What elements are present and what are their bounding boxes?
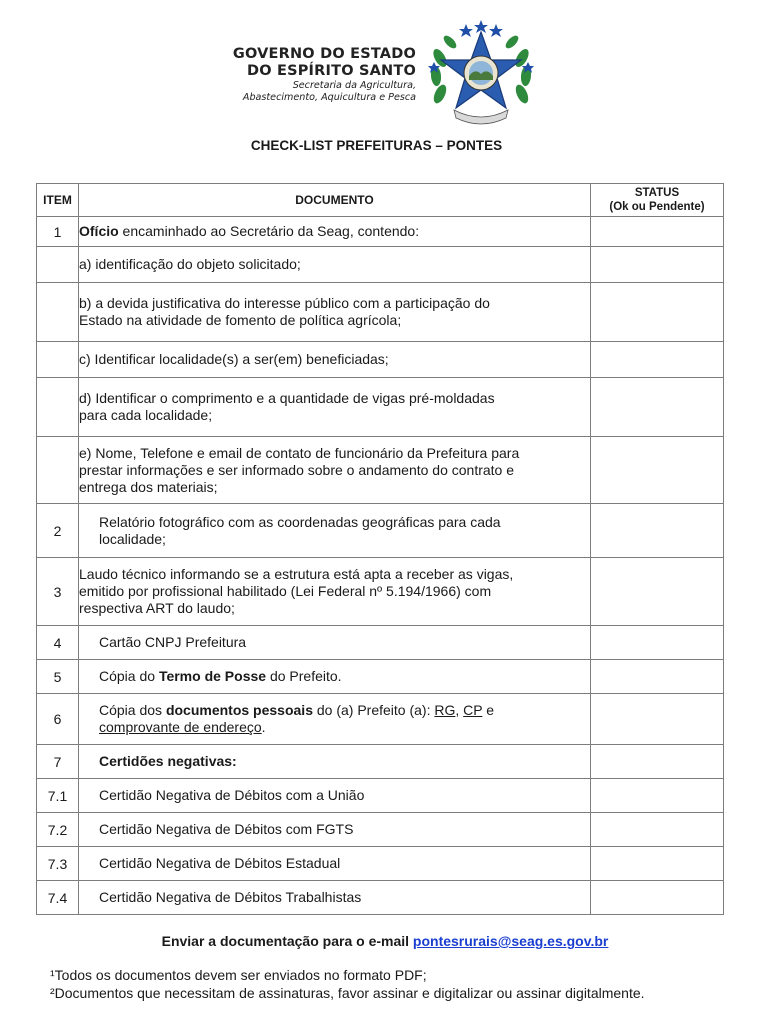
row-status[interactable]	[591, 504, 724, 558]
row-document: Certidão Negativa de Débitos com a União	[79, 779, 591, 813]
row-text: encaminhado ao Secretário da Seag, contendo:	[118, 223, 420, 239]
gov-line-2: DO ESPÍRITO SANTO	[246, 63, 416, 79]
row-item	[37, 342, 79, 378]
row-status[interactable]	[591, 779, 724, 813]
row-status[interactable]	[591, 745, 724, 779]
table-row	[37, 813, 724, 847]
row-text-line2: Estado na atividade de fomento de política agrícola;	[79, 312, 402, 328]
secretaria-line-1: Secretaria da Agricultura,	[292, 80, 416, 91]
table-row	[37, 694, 724, 745]
row-text-post: do Prefeito.	[266, 668, 342, 684]
table-row	[37, 881, 724, 915]
table-header-row	[37, 184, 724, 217]
status-header-line1: STATUS	[634, 187, 680, 199]
row-text-pre: Cópia do	[99, 668, 159, 684]
gov-line-1: GOVERNO DO ESTADO	[232, 46, 416, 62]
email-label: Enviar a documentação para o e-mail	[161, 933, 413, 949]
row-item: 7	[37, 745, 79, 779]
table-row	[37, 626, 724, 660]
row-status[interactable]	[591, 437, 724, 504]
row-document	[79, 504, 591, 558]
row-text-line2: localidade;	[99, 530, 166, 547]
header-text	[233, 46, 416, 104]
table-row	[37, 558, 724, 626]
row-document	[79, 217, 591, 247]
row-document: Certidão Negativa de Débitos Trabalhistas	[79, 881, 591, 915]
row-document: Certidão Negativa de Débitos com FGTS	[79, 813, 591, 847]
row-item	[37, 437, 79, 504]
col-status-header	[591, 184, 724, 217]
row-status[interactable]	[591, 626, 724, 660]
table-row	[37, 779, 724, 813]
row-status[interactable]	[591, 881, 724, 915]
email-instruction	[0, 933, 770, 949]
table-row	[37, 504, 724, 558]
row-text-line1: Relatório fotográfico com as coordenadas geográficas para cada	[99, 513, 501, 530]
table-row	[37, 660, 724, 694]
row-item: 3	[37, 558, 79, 626]
row-text-end: .	[261, 719, 266, 735]
row-text-line3: respectiva ART do laudo;	[79, 600, 235, 616]
row-document	[79, 378, 591, 437]
table-row	[37, 847, 724, 881]
page-title: CHECK-LIST PREFEITURAS – PONTES	[250, 138, 503, 153]
row-status[interactable]	[591, 342, 724, 378]
row-item: 2	[37, 504, 79, 558]
table-row	[37, 437, 724, 504]
row-document	[79, 558, 591, 626]
row-item	[37, 247, 79, 283]
row-status[interactable]	[591, 378, 724, 437]
row-text-line2: para cada localidade;	[79, 407, 213, 423]
row-status[interactable]	[591, 847, 724, 881]
row-status[interactable]	[591, 217, 724, 247]
cp-text: CP	[463, 702, 483, 718]
col-item-header: ITEM	[37, 184, 79, 217]
row-item: 7.3	[37, 847, 79, 881]
checklist-table	[36, 183, 724, 915]
row-item: 6	[37, 694, 79, 745]
row-text-line1: b) a devida justificativa do interesse público com a participação do	[79, 295, 490, 311]
row-document: a) identificação do objeto solicitado;	[79, 247, 591, 283]
row-item	[37, 283, 79, 342]
row-text-comma: ,	[455, 702, 464, 718]
row-item: 7.4	[37, 881, 79, 915]
row-text-line1: d) Identificar o comprimento e a quantidade de vigas pré-moldadas	[79, 390, 495, 406]
table-row	[37, 342, 724, 378]
coat-of-arms-icon	[426, 18, 536, 126]
table-row	[37, 745, 724, 779]
secretaria-line-2: Abastecimento, Aquicultura e Pesca	[242, 92, 416, 103]
row-status[interactable]	[591, 283, 724, 342]
row-document	[79, 437, 591, 504]
footnote-2: ²Documentos que necessitam de assinaturas, favor assinar e digitalizar ou assinar digitalmente.	[50, 985, 645, 1001]
row-text-line1: Laudo técnico informando se a estrutura está apta a receber as vigas,	[79, 566, 514, 582]
row-item: 4	[37, 626, 79, 660]
table-row	[37, 247, 724, 283]
row-item	[37, 378, 79, 437]
row-text-line1: e) Nome, Telefone e email de contato de funcionário da Prefeitura para	[79, 444, 520, 461]
row-text-bold: documentos pessoais	[165, 702, 313, 718]
row-text-line3: entrega dos materiais;	[79, 478, 218, 495]
row-item: 7.1	[37, 779, 79, 813]
footnotes	[50, 966, 645, 1002]
row-text-line2: prestar informações e ser informado sobre o andamento do contrato e	[79, 461, 515, 478]
row-text-mid: do (a) Prefeito (a):	[312, 702, 435, 718]
row-document: Certidão Negativa de Débitos Estadual	[79, 847, 591, 881]
document-header	[232, 18, 540, 128]
row-document	[79, 660, 591, 694]
row-document	[79, 745, 591, 779]
comprovante-text: comprovante de endereço	[99, 719, 262, 735]
row-status[interactable]	[591, 558, 724, 626]
row-item: 7.2	[37, 813, 79, 847]
row-item: 5	[37, 660, 79, 694]
row-text-bold: Termo de Posse	[158, 668, 267, 684]
bold-prefix: Ofício	[79, 223, 119, 239]
row-status[interactable]	[591, 247, 724, 283]
row-document	[79, 694, 591, 745]
row-item: 1	[37, 217, 79, 247]
row-text-line2: emitido por profissional habilitado (Lei Federal nº 5.194/1966) com	[79, 583, 492, 599]
row-status[interactable]	[591, 660, 724, 694]
row-text-pre: Cópia dos	[99, 702, 166, 718]
row-status[interactable]	[591, 813, 724, 847]
rg-text: RG	[434, 702, 456, 718]
row-document	[79, 283, 591, 342]
row-document: Cartão CNPJ Prefeitura	[79, 626, 591, 660]
table-row	[37, 378, 724, 437]
status-header-line2: (Ok ou Pendente)	[609, 201, 705, 213]
row-document: c) Identificar localidade(s) a ser(em) beneficiadas;	[79, 342, 591, 378]
col-documento-header: DOCUMENTO	[79, 184, 591, 217]
row-status[interactable]	[591, 694, 724, 745]
table-row	[37, 283, 724, 342]
email-link[interactable]: pontesrurais@seag.es.gov.br	[412, 933, 609, 949]
row-text-bold: Certidões negativas:	[99, 753, 237, 769]
table-row	[37, 217, 724, 247]
footnote-1: ¹Todos os documentos devem ser enviados no formato PDF;	[50, 967, 427, 983]
row-text-e: e	[482, 702, 495, 718]
